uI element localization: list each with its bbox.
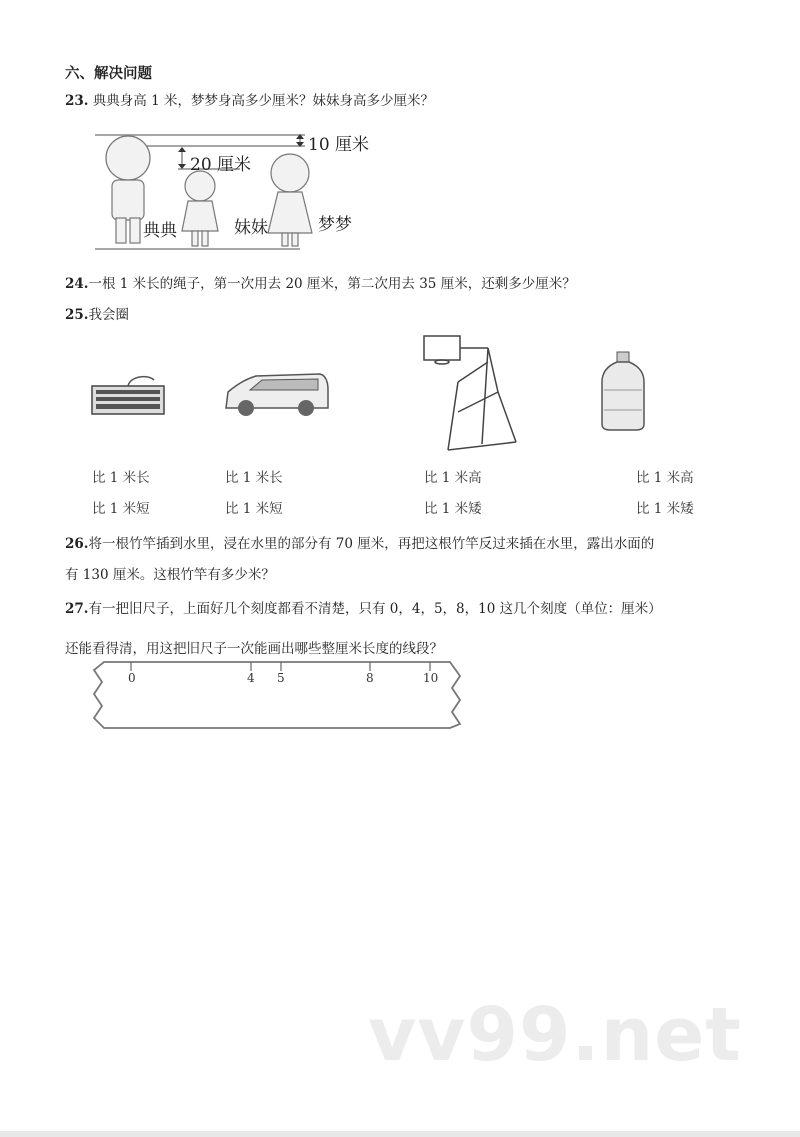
question-number: 25. [65,307,89,323]
option-bottle-taller[interactable]: 比 1 米高 [636,470,694,486]
option-car-shorter[interactable]: 比 1 米短 [225,501,283,517]
option-keyboard-longer[interactable]: 比 1 米长 [92,470,150,486]
keyboard-icon [88,370,168,418]
car-icon [222,370,332,420]
option-hoop-taller[interactable]: 比 1 米高 [424,470,482,486]
question-text: 一根 1 米长的绳子，第一次用去 20 厘米，第二次用去 35 厘米，还剩多少厘米？ [88,276,576,292]
question-27-cont: 还能看得清，用这把旧尺子一次能画出哪些整厘米长度的线段？ [65,641,443,657]
question-number: 26. [65,536,89,552]
question-26 [65,532,654,552]
question-27 [65,597,662,617]
question-24 [65,272,576,292]
label-10cm: 10 厘米 [308,135,370,155]
ruler-tick-0: 0 [128,671,136,685]
page-bottom-edge [0,1131,800,1137]
question-text: 我会圈 [88,307,129,323]
label-20cm: 20 厘米 [190,155,252,175]
option-bottle-shorter[interactable]: 比 1 米矮 [636,501,694,517]
ruler-tick-8: 8 [366,671,374,685]
water-bottle-icon [598,350,648,434]
name-mei-mei: 妹妹 [234,218,268,238]
watermark: vv99.net [368,992,742,1078]
question-26-cont: 有 130 厘米。这根竹竿有多少米？ [65,567,275,583]
option-hoop-shorter[interactable]: 比 1 米矮 [424,501,482,517]
girl-meng-meng-icon [268,154,312,246]
question-text: 将一根竹竿插到水里，浸在水里的部分有 70 厘米，再把这根竹竿反过来插在水里，露出水面的 [88,536,655,552]
little-sister-icon [182,171,218,246]
option-keyboard-shorter[interactable]: 比 1 米短 [92,501,150,517]
ruler-tick-5: 5 [277,671,285,685]
old-ruler [88,658,468,732]
question-23 [65,89,434,109]
ruler-tick-10: 10 [423,671,439,685]
option-car-longer[interactable]: 比 1 米长 [225,470,283,486]
basketball-hoop-icon [418,332,518,454]
question-number: 27. [65,601,89,617]
question-25 [65,303,129,323]
name-meng-meng: 梦梦 [318,215,352,235]
ruler-tick-4: 4 [247,671,255,685]
question-text: 典典身高 1 米，梦梦身高多少厘米？妹妹身高多少厘米？ [88,93,434,109]
question-number: 23. [65,93,89,109]
question-text: 有一把旧尺子，上面好几个刻度都看不清楚，只有 0，4，5，8，10 这几个刻度（单位：厘米） [88,601,662,617]
section-title: 六、解决问题 [65,66,152,82]
question-number: 24. [65,276,89,292]
name-dian-dian: 典典 [143,221,177,241]
